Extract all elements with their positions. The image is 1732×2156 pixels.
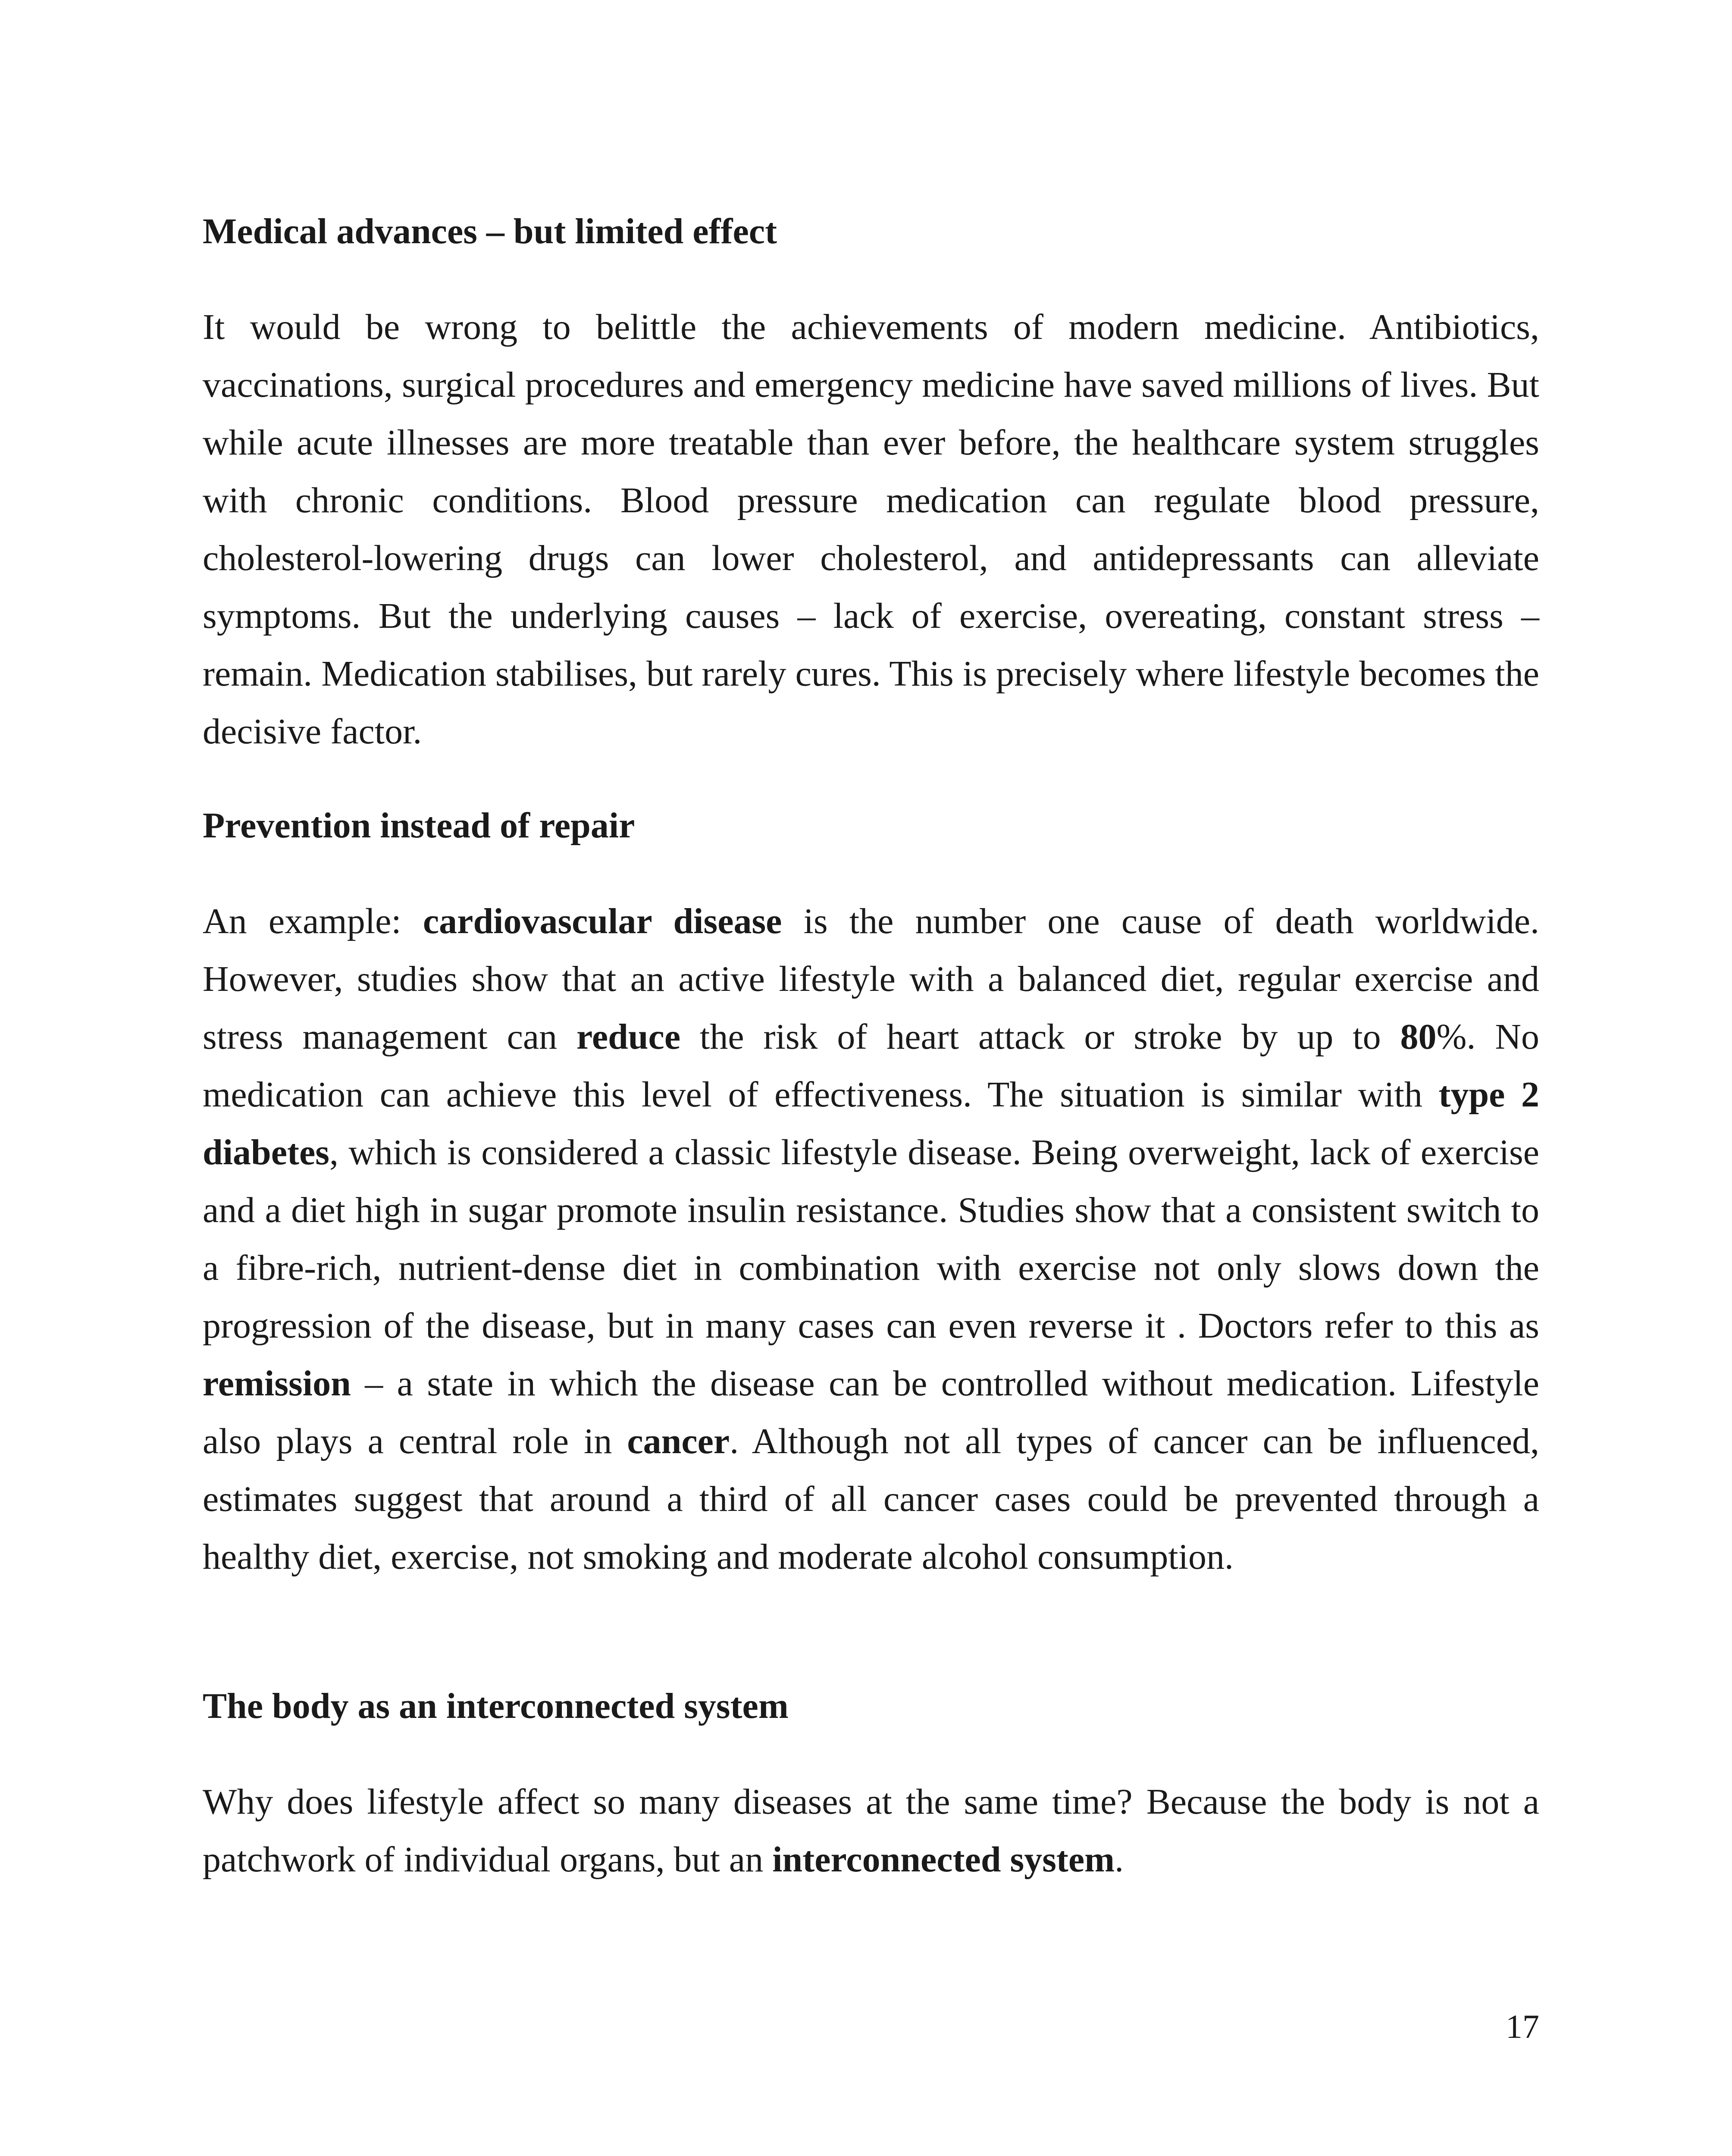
emphasis-text: type 2 diabetes [203, 1075, 1539, 1172]
body-text: . Although not all types of cancer can be influenced, estimates suggest that around a third of all cancer cases could be prevented through a healthy diet, exercise, not smoking and moderate alcohol consumption. [203, 1421, 1539, 1577]
body-text: %. No medication can achieve this level of effectiveness. The situation is similar with [203, 1017, 1540, 1115]
body-text: . [1115, 1839, 1124, 1880]
body-text: It would be wrong to belittle the achievements of modern medicine. Antibiotics, vaccinations, surgical procedures and emergency medicine have saved millions of lives. But while acute illnesses are more treatable than ever before, the healthcare system struggles with chronic conditions. Blood pressure medication can regulate blood pressure, cholesterol-lowering drugs can lower cholesterol, and antidepressants can alleviate symptoms. But the underlying causes – lack of exercise, overeating, constant stress – remain. Medication stabilises, but rarely cures. This is precisely where lifestyle becomes the decisive factor. [203, 307, 1539, 752]
emphasis-text: remission [203, 1363, 351, 1404]
body-text: , which is considered a classic lifestyle disease. Being overweight, lack of exercise and a diet high in sugar promote insulin resistance. Studies show that a consistent switch to a fibre-rich, nutrient-dense diet in combination with exercise not only slows down the progression of the disease, but in many cases can even reverse it . Doctors refer to this as [203, 1132, 1539, 1346]
section-heading: Prevention instead of repair [203, 805, 635, 846]
section-heading: Medical advances – but limited effect [203, 211, 777, 251]
emphasis-text: cancer [627, 1421, 730, 1461]
body-text: the risk of heart attack or stroke by up to [680, 1017, 1400, 1057]
body-text: is the number one cause of death worldwide. However, studies show that an active lifestyle with a balanced diet, regular exercise and stress management can [203, 901, 1540, 1057]
section-paragraph [203, 298, 1539, 761]
emphasis-text: 80 [1400, 1017, 1437, 1057]
page-number: 17 [1506, 2008, 1539, 2045]
emphasis-text: reduce [576, 1017, 681, 1057]
section-paragraph [203, 893, 1539, 1586]
emphasis-text: cardiovascular disease [423, 901, 782, 941]
emphasis-text: interconnected system [772, 1839, 1115, 1880]
body-text: – a state in which the disease can be controlled without medication. Lifestyle also plays a central role in [203, 1363, 1539, 1461]
body-text: An example: [203, 901, 423, 941]
body-text: Why does lifestyle affect so many diseases at the same time? Because the body is not a patchwork of individual organs, but an [203, 1782, 1539, 1880]
section-paragraph [203, 1773, 1539, 1889]
section-heading: The body as an interconnected system [203, 1686, 789, 1726]
